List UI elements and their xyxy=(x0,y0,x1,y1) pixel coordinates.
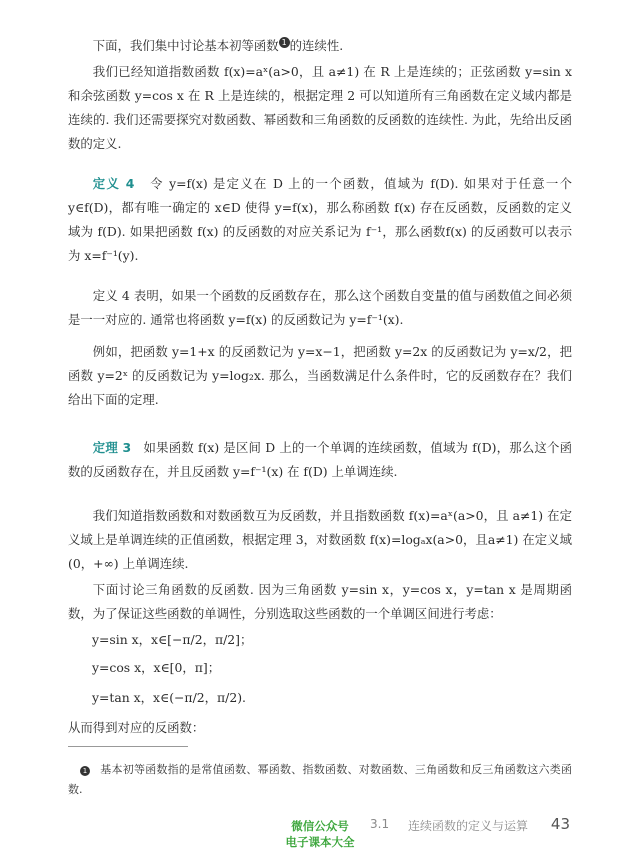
paragraph-result-intro: 从而得到对应的反函数： xyxy=(68,720,205,735)
definition-text: 令 y=f(x) 是定义在 D 上的一个函数，值域为 f(D). 如果对于任意一个 y∈f(D)，都有唯一确定的 x∈D 使得 y=f(x)，那么称函数 f(x) 存在反函数，反函数的定义域为 f(D). 如果把函数 f(x) 的反函数的对应关系记为 f⁻¹，那么函数f(x) 的反函数可以表示为 x=f⁻¹(y). xyxy=(68,176,572,263)
section-number: 3.1 xyxy=(370,817,390,831)
watermark xyxy=(255,818,385,850)
definition-label: 定义 4 xyxy=(92,176,135,191)
definition-4 xyxy=(68,172,572,268)
theorem-label: 定理 3 xyxy=(92,440,132,455)
footnote xyxy=(68,760,572,800)
footnote-reference[interactable]: 1 xyxy=(279,37,290,48)
page-number: 43 xyxy=(550,815,570,833)
intro-paragraph xyxy=(68,34,572,58)
formula-tan: y=tan x，x∈(−π/2，π/2). xyxy=(92,690,246,705)
theorem-3 xyxy=(68,436,572,484)
watermark-line-2: 电子课本大全 xyxy=(285,835,355,849)
paragraph-trig-inverse: 下面讨论三角函数的反函数. 因为三角函数 y=sin x，y=cos x，y=tan x 是周期函数，为了保证这些函数的单调性，分别选取这些函数的一个单调区间进行考虑： xyxy=(68,582,572,621)
watermark-line-1: 微信公众号 xyxy=(291,819,349,833)
footnote-divider xyxy=(68,746,188,747)
theorem-text: 如果函数 f(x) 是区间 D 上的一个单调的连续函数，值域为 f(D)，那么这个函数的反函数存在，并且反函数 y=f⁻¹(x) 在 f(D) 上单调连续. xyxy=(68,440,572,479)
section-title: 连续函数的定义与运算 xyxy=(408,819,529,833)
footnote-text: 基本初等函数指的是常值函数、幂函数、指数函数、对数函数、三角函数和反三角函数这六类函数. xyxy=(68,763,572,796)
intro-text-tail: 的连续性. xyxy=(289,38,344,53)
paragraph-log-continuity: 我们知道指数函数和对数函数互为反函数，并且指数函数 f(x)=aˣ(a>0，且 a≠1) 在定义域上是单调连续的正值函数，根据定理 3，对数函数 f(x)=logₐx(a>0，且a≠1) 在定义域 (0，+∞) 上单调连续. xyxy=(68,508,572,571)
paragraph-definition-remark: 定义 4 表明，如果一个函数的反函数存在，那么这个函数自变量的值与函数值之间必须是一一对应的. 通常也将函数 y=f(x) 的反函数记为 y=f⁻¹(x). xyxy=(68,288,572,327)
paragraph-examples: 例如，把函数 y=1+x 的反函数记为 y=x−1，把函数 y=2x 的反函数记为 y=x/2，把函数 y=2ˣ 的反函数记为 y=log₂x. 那么，当函数满足什么条件时，它的反函数存在？我们给出下面的定理. xyxy=(68,344,572,407)
page-footer xyxy=(370,816,570,834)
formula-cos: y=cos x，x∈[0，π]； xyxy=(92,660,221,675)
formula-sin: y=sin x，x∈[−π/2，π/2]； xyxy=(92,632,253,647)
intro-text: 下面，我们集中讨论基本初等函数 xyxy=(92,38,279,53)
footnote-mark: 1 xyxy=(80,766,90,776)
paragraph-exponential: 我们已经知道指数函数 f(x)=aˣ(a>0，且 a≠1) 在 R 上是连续的；正弦函数 y=sin x 和余弦函数 y=cos x 在 R 上是连续的，根据定理 2 可以知道所有三角函数在定义域内都是连续的. 我们还需要探究对数函数、幂函数和三角函数的反函数的连续性. 为此，先给出反函数的定义. xyxy=(68,64,572,151)
